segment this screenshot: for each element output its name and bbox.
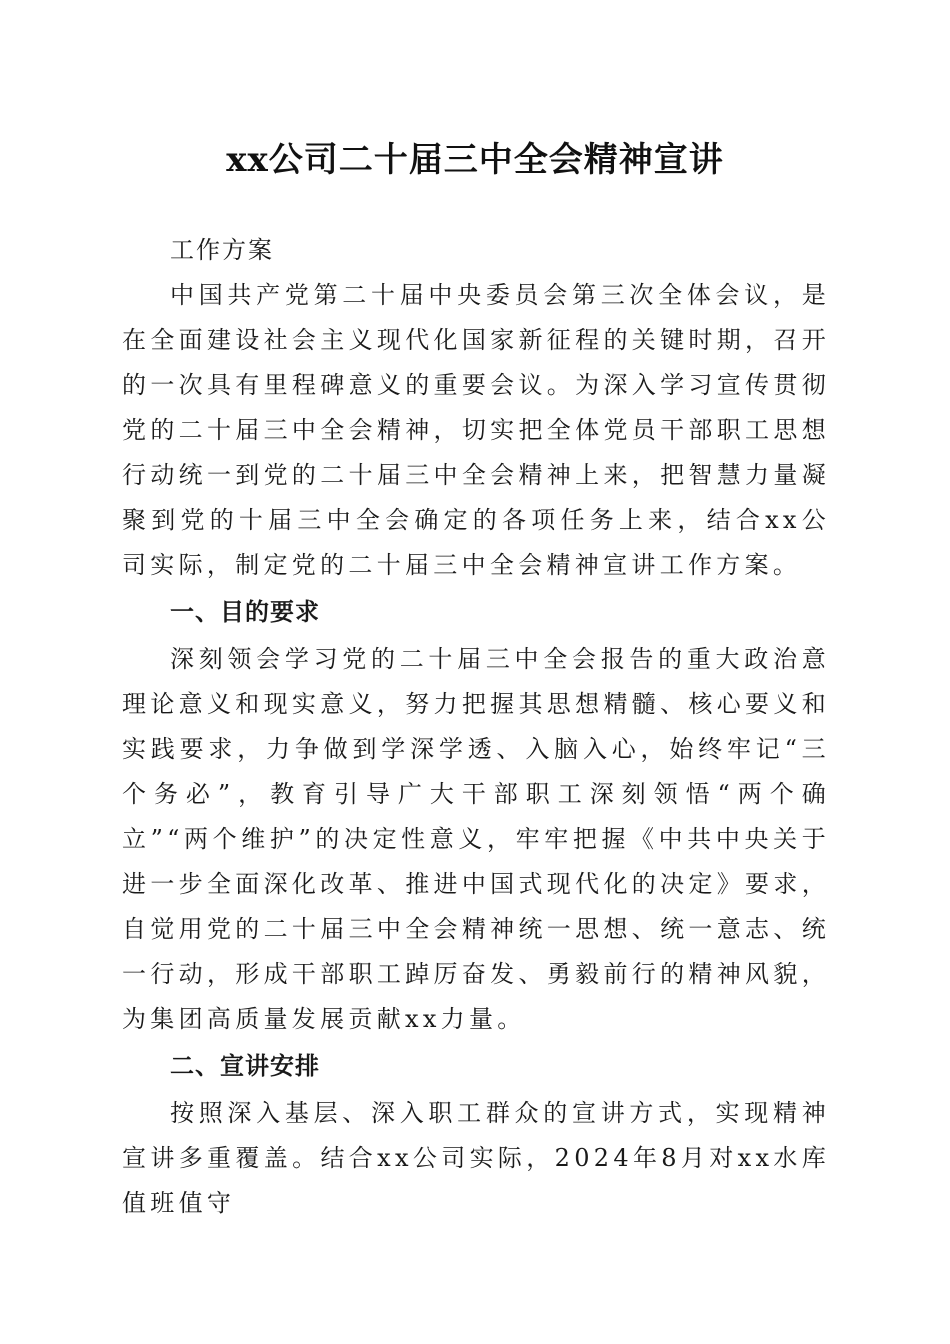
document-title: xx公司二十届三中全会精神宣讲 <box>226 140 724 180</box>
intro-paragraph: 中国共产党第二十届中央委员会第三次全体会议，是在全面建设社会主义现代化国家新征程的关键时期，召开的一次具有里程碑意义的重要会议。为深入学习宣传贯彻党的二十届三中全会精神，切实把全体党员干部职工思想行动统一到党的二十届三中全会精神上来，把智慧力量凝聚到党的十届三中全会确定的各项任务上来，结合xx公司实际，制定党的二十届三中全会精神宣讲工作方案。 <box>122 281 830 579</box>
document-subtitle: 工作方案 <box>170 236 274 264</box>
arrangement-paragraph: 按照深入基层、深入职工群众的宣讲方式，实现精神宣讲多重覆盖。结合xx公司实际，2024年8月对xx水库值班值守 <box>122 1099 830 1217</box>
section-heading-goals: 一、目的要求 <box>170 598 320 626</box>
goals-paragraph: 深刻领会学习党的二十届三中全会报告的重大政治意理论意义和现实意义，努力把握其思想精髓、核心要义和实践要求，力争做到学深学透、入脑入心，始终牢记“三个务必”，教育引导广大干部职工深刻领悟“两个确立”“两个维护”的决定性意义，牢牢把握《中共中央关于进一步全面深化改革、推进中国式现代化的决定》要求，自觉用党的二十届三中全会精神统一思想、统一意志、统一行动，形成干部职工踔厉奋发、勇毅前行的精神风貌，为集团高质量发展贡献xx力量。 <box>122 645 830 1033</box>
section-heading-arrangement: 二、宣讲安排 <box>170 1052 320 1080</box>
document-body <box>122 228 830 1226</box>
